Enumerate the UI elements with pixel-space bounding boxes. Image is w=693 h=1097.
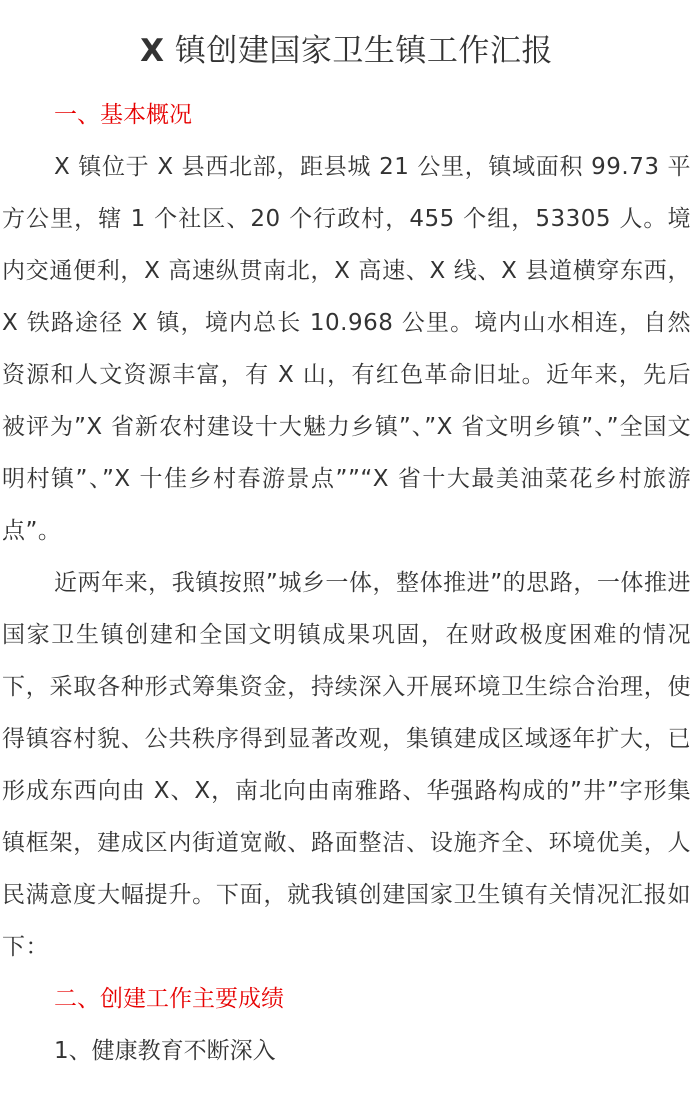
document-title <box>2 0 691 71</box>
title-prefix: X <box>140 33 165 69</box>
paragraph-recent-work: 近两年来，我镇按照”城乡一体，整体推进”的思路，一体推进国家卫生镇创建和全国文明镇成果巩固，在财政极度困难的情况下，采取各种形式筹集资金，持续深入开展环境卫生综合治理，使得镇容村貌、公共秩序得到显著改观，集镇建成区域逐年扩大，已形成东西向由 X、X，南北向由南雅路、华强路构成的”井”字形集镇框架，建成区内街道宽敞、路面整洁、设施齐全、环境优美，人民满意度大幅提升。下面，就我镇创建国家卫生镇有关情况汇报如下： <box>2 570 691 960</box>
paragraph-overview: X 镇位于 X 县西北部，距县城 21 公里，镇域面积 99.73 平方公里，辖 1 个社区、20 个行政村，455 个组，53305 人。境内交通便利，X 高速纵贯南北，X 高速、X 线、X 县道横穿东西，X 铁路途径 X 镇，境内总长 10.968 公里。境内山水相连，自然资源和人文资源丰富，有 X 山，有红色革命旧址。近年来，先后被评为”X 省新农村建设十大魅力乡镇”、”X 省文明乡镇”、”全国文明村镇”、”X 十佳乡村春游景点””“X 省十大最美油菜花乡村旅游点”。 <box>2 154 691 544</box>
subheading-health-education: 1、健康教育不断深入 <box>54 1038 276 1064</box>
section-heading-basic-overview: 一、基本概况 <box>54 102 192 128</box>
title-text: 镇创建国家卫生镇工作汇报 <box>164 33 553 69</box>
section-heading-achievements: 二、创建工作主要成绩 <box>54 986 284 1012</box>
